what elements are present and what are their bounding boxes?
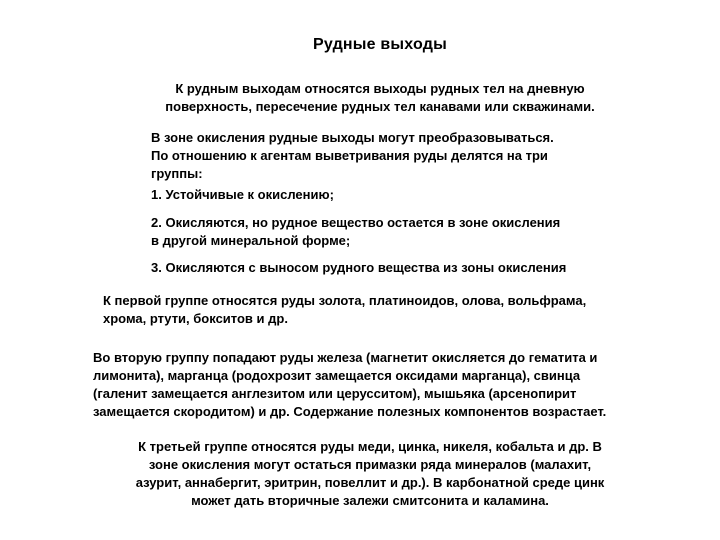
group-item-2: 2. Окисляются, но рудное вещество остается в зоне окисления в другой минеральной форме; bbox=[151, 215, 561, 248]
third-group-paragraph: К третьей группе относятся руды меди, цинка, никеля, кобальта и др. В зоне окисления могут остаться примазки ряда минералов (малахит, азурит, аннабергит, эритрин, повеллит и др.). В карбонатной среде цинк может дать вторичные залежи смитсонита и каламина. bbox=[135, 439, 605, 508]
first-group-paragraph: К первой группе относятся руды золота, платиноидов, олова, вольфрама, хрома, ртути, бокситов и др. bbox=[103, 293, 587, 326]
slide-title-text: Рудные выходы bbox=[313, 36, 447, 53]
group-item-1: 1. Устойчивые к окислению; bbox=[151, 187, 334, 202]
intro-paragraph: К рудным выходам относятся выходы рудных тел на дневную поверхность, пересечение рудных тел канавами или скважинами. bbox=[165, 81, 595, 114]
group-item-3: 3. Окисляются с выносом рудного вещества из зоны окисления bbox=[151, 260, 567, 275]
oxidation-paragraph: В зоне окисления рудные выходы могут преобразовываться. По отношению к агентам выветривания руды делятся на три группы: bbox=[151, 130, 554, 181]
second-group-paragraph: Во вторую группу попадают руды железа (магнетит окисляется до гематита и лимонита), марганца (родохрозит замещается оксидами марганца), свинца (галенит замещается англезитом или церусситом), мышьяка (арсенопирит замещается скородитом) и др. Содержание полезных компонентов возрастает. bbox=[93, 350, 607, 419]
slide-title bbox=[0, 36, 720, 54]
